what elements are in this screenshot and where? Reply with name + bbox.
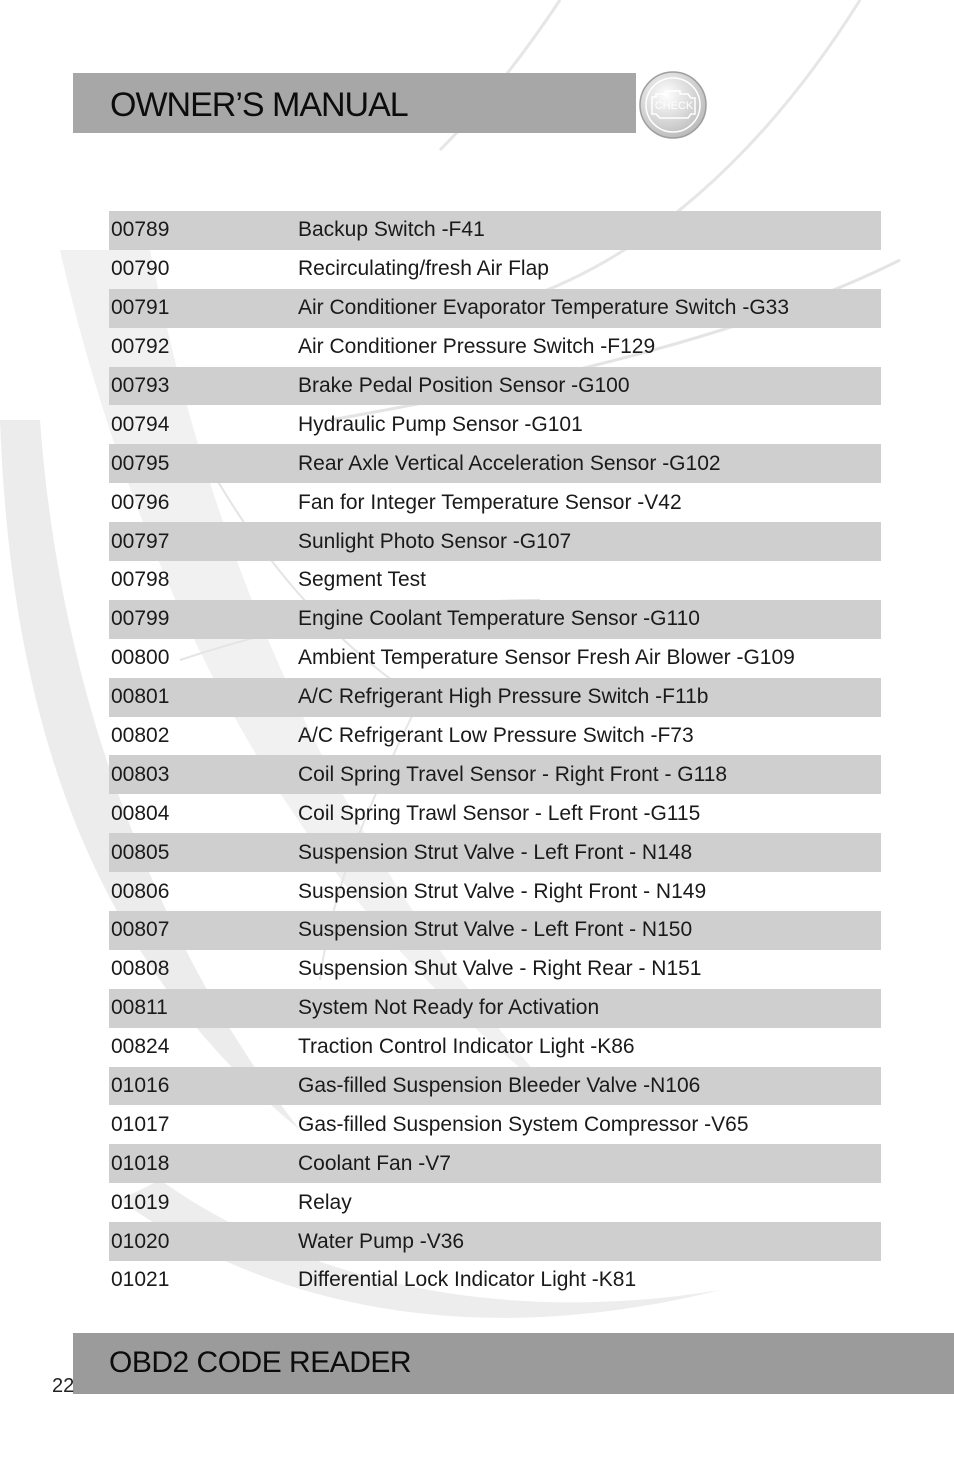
table-row: [109, 250, 881, 289]
fault-code: 00808: [111, 957, 170, 981]
table-row: [109, 600, 881, 639]
fault-code: 00802: [111, 724, 170, 748]
fault-code: 00796: [111, 490, 170, 514]
table-row: [109, 561, 881, 600]
fault-description: Gas-filled Suspension Bleeder Valve -N106: [298, 1067, 881, 1106]
fault-description: Gas-filled Suspension System Compressor -V65: [298, 1112, 749, 1136]
footer-bar: [73, 1333, 954, 1394]
fault-code: 00789: [109, 211, 298, 250]
table-row: [109, 1067, 881, 1106]
page-number: 22: [52, 1375, 75, 1397]
fault-code: 01018: [109, 1144, 298, 1183]
table-row: [109, 872, 881, 911]
table-row: [109, 794, 881, 833]
table-row: [109, 717, 881, 756]
fault-description: Water Pump -V36: [298, 1222, 881, 1261]
table-row: [109, 989, 881, 1028]
fault-code: 00799: [109, 600, 298, 639]
fault-description: Recirculating/fresh Air Flap: [298, 257, 549, 281]
table-row: [109, 911, 881, 950]
fault-code: 00793: [109, 367, 298, 406]
fault-code: 00800: [111, 646, 170, 670]
table-row: [109, 639, 881, 678]
fault-description: Air Conditioner Evaporator Temperature Switch -G33: [298, 289, 881, 328]
fault-code: 01020: [109, 1222, 298, 1261]
table-row: [109, 1222, 881, 1261]
fault-code: 00798: [111, 568, 170, 592]
page-title: OWNER’S MANUAL: [110, 86, 408, 124]
table-row: [109, 522, 881, 561]
table-row: [109, 405, 881, 444]
fault-code: 00790: [111, 257, 170, 281]
fault-description: Suspension Strut Valve - Left Front - N150: [298, 911, 881, 950]
fault-description: Brake Pedal Position Sensor -G100: [298, 367, 881, 406]
fault-code: 00803: [109, 755, 298, 794]
fault-description: Segment Test: [298, 568, 427, 592]
table-row: [109, 678, 881, 717]
fault-description: Differential Lock Indicator Light -K81: [298, 1268, 637, 1292]
fault-description: Fan for Integer Temperature Sensor -V42: [298, 490, 682, 514]
fault-code: 00795: [109, 444, 298, 483]
fault-description: Coolant Fan -V7: [298, 1144, 881, 1183]
fault-code: 00811: [109, 989, 298, 1028]
fault-code: 01016: [109, 1067, 298, 1106]
fault-description: A/C Refrigerant Low Pressure Switch -F73: [298, 724, 694, 748]
code-table: [109, 211, 881, 1300]
table-row: [109, 833, 881, 872]
fault-description: Suspension Shut Valve - Right Rear - N151: [298, 957, 702, 981]
fault-code: 00797: [109, 522, 298, 561]
fault-description: Sunlight Photo Sensor -G107: [298, 522, 881, 561]
table-row: [109, 1261, 881, 1300]
fault-description: Air Conditioner Pressure Switch -F129: [298, 335, 656, 359]
fault-code: 00801: [109, 678, 298, 717]
fault-code: 00791: [109, 289, 298, 328]
fault-code: 01019: [111, 1190, 170, 1214]
table-row: [109, 328, 881, 367]
fault-description: System Not Ready for Activation: [298, 989, 881, 1028]
fault-code: 01017: [111, 1112, 170, 1136]
fault-description: Ambient Temperature Sensor Fresh Air Blower -G109: [298, 646, 795, 670]
check-engine-icon: [638, 70, 708, 140]
code-rows: [109, 211, 881, 1300]
table-row: [109, 950, 881, 989]
fault-code: 00805: [109, 833, 298, 872]
table-row: [109, 1144, 881, 1183]
fault-description: Suspension Strut Valve - Right Front - N149: [298, 879, 707, 903]
table-row: [109, 755, 881, 794]
table-row: [109, 367, 881, 406]
table-row: [109, 483, 881, 522]
table-row: [109, 289, 881, 328]
badge-label: CHECK: [654, 100, 694, 112]
header-bar: [73, 73, 636, 133]
fault-description: Traction Control Indicator Light -K86: [298, 1035, 635, 1059]
fault-code: 00804: [111, 801, 170, 825]
fault-code: 00807: [109, 911, 298, 950]
table-row: [109, 211, 881, 250]
fault-description: Hydraulic Pump Sensor -G101: [298, 412, 583, 436]
fault-description: Relay: [298, 1190, 352, 1214]
fault-code: 00806: [111, 879, 170, 903]
fault-description: Rear Axle Vertical Acceleration Sensor -G102: [298, 444, 881, 483]
table-row: [109, 1028, 881, 1067]
fault-description: Backup Switch -F41: [298, 211, 881, 250]
table-row: [109, 444, 881, 483]
fault-description: Suspension Strut Valve - Left Front - N148: [298, 833, 881, 872]
fault-description: Coil Spring Trawl Sensor - Left Front -G115: [298, 801, 701, 825]
fault-description: Engine Coolant Temperature Sensor -G110: [298, 600, 881, 639]
fault-code: 00792: [111, 335, 170, 359]
table-row: [109, 1105, 881, 1144]
footer-title: OBD2 CODE READER: [109, 1346, 412, 1379]
fault-code: 00824: [111, 1035, 170, 1059]
fault-description: Coil Spring Travel Sensor - Right Front - G118: [298, 755, 881, 794]
fault-description: A/C Refrigerant High Pressure Switch -F11b: [298, 678, 881, 717]
fault-code: 01021: [111, 1268, 170, 1292]
fault-code: 00794: [111, 412, 170, 436]
table-row: [109, 1183, 881, 1222]
